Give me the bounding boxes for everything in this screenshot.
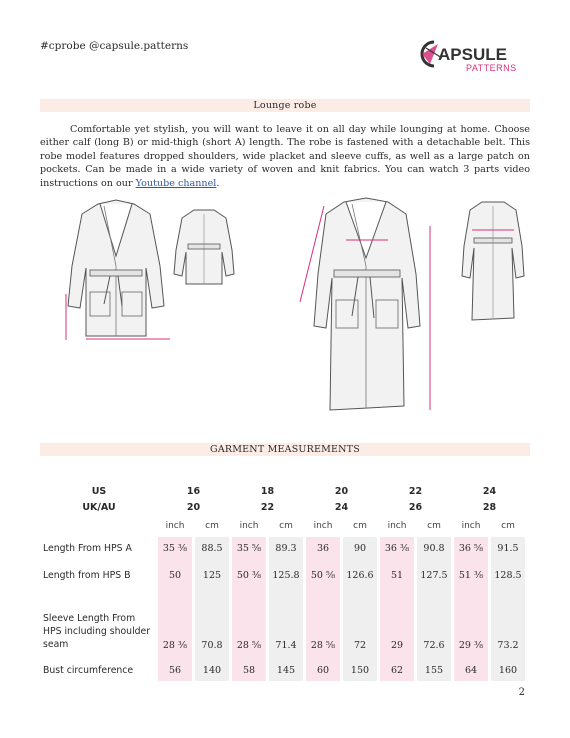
youtube-channel-link[interactable]: Youtube channel: [135, 177, 217, 189]
long-robe-back-illustration: [458, 198, 528, 324]
value-cell: 36 ⅝: [454, 537, 488, 559]
value-cell: 50 ⅜: [232, 564, 266, 586]
table-row: [43, 537, 525, 559]
value-cell: 88.5: [195, 537, 229, 559]
value-cell: 36: [306, 537, 340, 559]
value-cell: 62: [380, 659, 414, 681]
us-sizes-row: [43, 483, 525, 499]
uk-label: UK/AU: [82, 501, 116, 513]
us-size: 20: [334, 485, 349, 497]
value-cell: 28 ⅝: [306, 612, 340, 654]
value-cell: 35 ⅝: [232, 537, 266, 559]
value-cell: 72.6: [417, 612, 451, 654]
value-cell: 89.3: [269, 537, 303, 559]
value-cell: 72: [343, 612, 377, 654]
us-size: 18: [260, 485, 275, 497]
value-cell: 28 ⅜: [158, 612, 192, 654]
value-cell: 155: [417, 659, 451, 681]
value-cell: 125.8: [269, 564, 303, 586]
unit-cm: cm: [353, 521, 367, 531]
capsule-patterns-logo: [416, 34, 534, 74]
short-robe-back-illustration: [172, 206, 236, 288]
unit-inch: inch: [461, 521, 481, 531]
value-cell: 128.5: [491, 564, 525, 586]
logo-main-text: APSULE: [438, 45, 507, 64]
row-label: Sleeve Length From HPS including shoulder seam: [43, 613, 151, 650]
value-cell: 51: [380, 564, 414, 586]
us-size: 22: [408, 485, 423, 497]
value-cell: 28 ⅝: [232, 612, 266, 654]
us-label: US: [91, 485, 107, 497]
us-size: 24: [482, 485, 497, 497]
unit-inch: inch: [387, 521, 407, 531]
value-cell: 90: [343, 537, 377, 559]
unit-cm: cm: [427, 521, 441, 531]
value-cell: 29: [380, 612, 414, 654]
value-cell: 145: [269, 659, 303, 681]
unit-cm: cm: [501, 521, 515, 531]
uk-sizes-row: [43, 499, 525, 515]
short-robe-front-illustration: [60, 196, 172, 346]
value-cell: 150: [343, 659, 377, 681]
uk-size: 20: [186, 501, 201, 513]
table-row: [43, 612, 525, 654]
unit-inch: inch: [165, 521, 185, 531]
unit-spacer: [43, 515, 155, 537]
table-row: [43, 564, 525, 586]
value-cell: 91.5: [491, 537, 525, 559]
row-label: Length from HPS B: [43, 569, 131, 581]
unit-inch: inch: [313, 521, 333, 531]
section-title: Lounge robe: [40, 99, 530, 112]
value-cell: 160: [491, 659, 525, 681]
logo-sub-text: PATTERNS: [466, 63, 517, 73]
row-label: Bust circumference: [43, 664, 134, 676]
value-cell: 60: [306, 659, 340, 681]
measurements-table: [40, 483, 528, 681]
unit-cm: cm: [205, 521, 219, 531]
value-cell: 56: [158, 659, 192, 681]
measurements-title: GARMENT MEASUREMENTS: [40, 443, 530, 456]
value-cell: 127.5: [417, 564, 451, 586]
value-cell: 50: [158, 564, 192, 586]
uk-size: 24: [334, 501, 349, 513]
value-cell: 90.8: [417, 537, 451, 559]
table-row: [43, 659, 525, 681]
unit-inch: inch: [239, 521, 259, 531]
value-cell: 50 ⅝: [306, 564, 340, 586]
value-cell: 140: [195, 659, 229, 681]
value-cell: 125: [195, 564, 229, 586]
value-cell: 64: [454, 659, 488, 681]
intro-paragraph: [40, 123, 530, 190]
value-cell: 71.4: [269, 612, 303, 654]
uk-size: 28: [482, 501, 497, 513]
row-spacer: [43, 586, 525, 612]
value-cell: 70.8: [195, 612, 229, 654]
intro-text: Comfortable yet stylish, you will want to leave it on all day while lounging at home. Choose either calf (long B) or mid-thigh (short A) length. The robe is fastened with a detachable belt. This robe model features dropped shoulders, wide placket and sleeve cuffs, as well as a large patch on pockets. Can be made in a wide variety of woven and knit fabrics. You can watch 3 parts video instructions on our: [40, 124, 530, 189]
value-cell: 73.2: [491, 612, 525, 654]
value-cell: 51 ⅜: [454, 564, 488, 586]
row-label: Length From HPS A: [43, 542, 132, 554]
value-cell: 36 ⅜: [380, 537, 414, 559]
units-row: [43, 515, 525, 537]
long-robe-front-illustration: [296, 196, 436, 416]
uk-size: 22: [260, 501, 275, 513]
value-cell: 35 ⅜: [158, 537, 192, 559]
us-size: 16: [186, 485, 201, 497]
hashtag-text: #cprobe @capsule.patterns: [40, 40, 189, 52]
uk-size: 26: [408, 501, 423, 513]
page-number: 2: [518, 687, 525, 698]
value-cell: 126.6: [343, 564, 377, 586]
unit-cm: cm: [279, 521, 293, 531]
value-cell: 58: [232, 659, 266, 681]
value-cell: 29 ⅜: [454, 612, 488, 654]
intro-end: .: [216, 177, 220, 189]
